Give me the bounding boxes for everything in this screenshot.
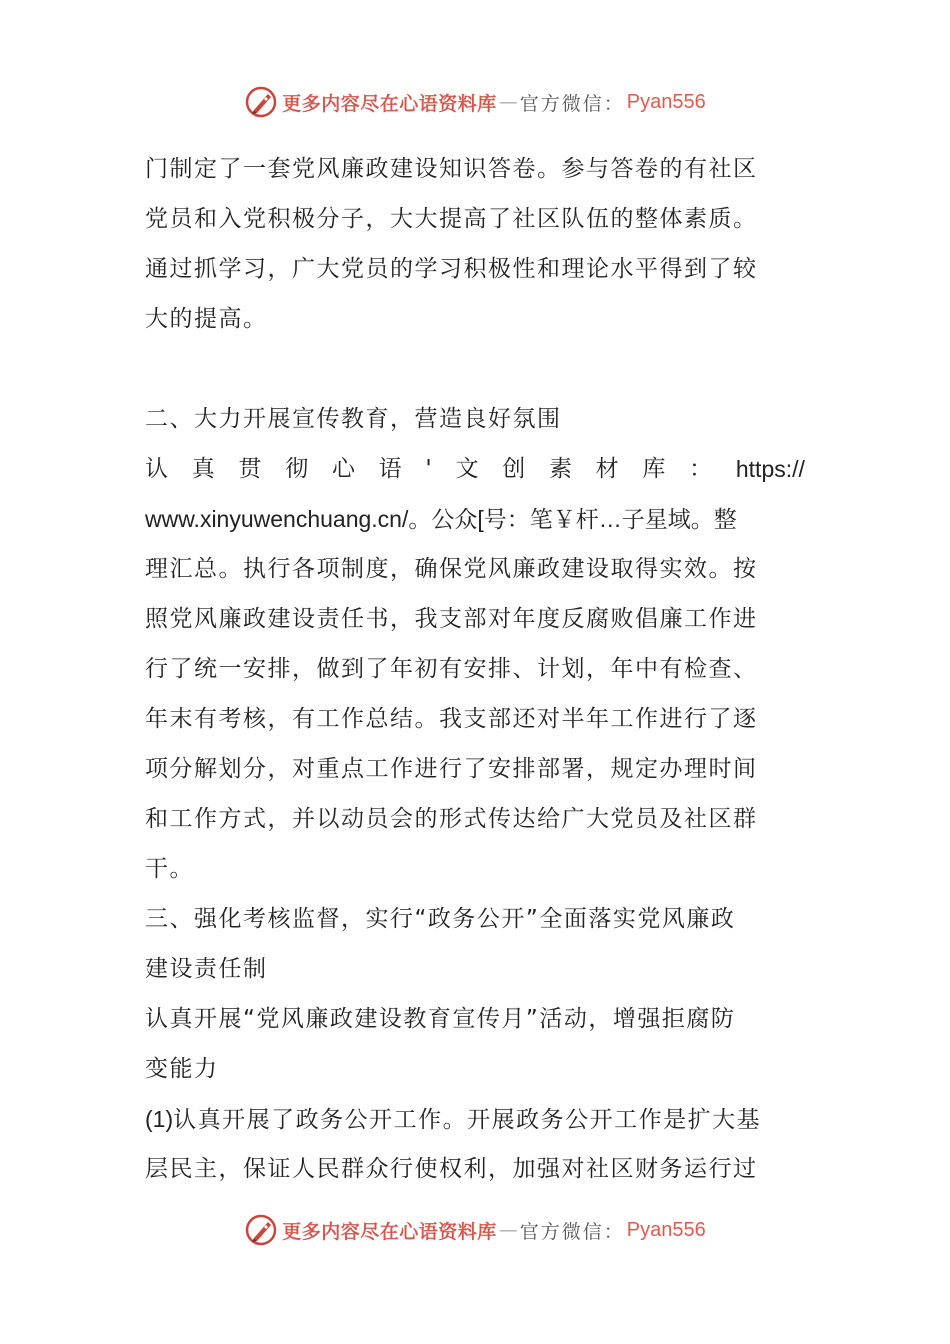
p2-line-3: 行了统一安排，做到了年初有安排、计划，年中有检查、: [145, 656, 758, 682]
p1-line-4: 大的提高。: [145, 306, 268, 332]
footer-account: Pyan556: [626, 1218, 706, 1241]
source-line-char: 认: [145, 456, 170, 482]
source-line-char: 材: [595, 456, 621, 482]
pen-logo-icon: [244, 85, 278, 119]
header-slogan: 更多内容尽在心语资料库: [282, 92, 497, 115]
source-line-char: ': [425, 456, 434, 482]
header-account: Pyan556: [626, 90, 706, 113]
source-line-char: 真: [191, 456, 217, 482]
p4-prefix: (1): [145, 1106, 174, 1132]
p3-line-1: 认真开展“党风廉政建设教育宣传月”活动，增强拒腐防: [145, 1006, 736, 1032]
footer-banner: [0, 1210, 950, 1250]
p4-line-2: 层民主，保证人民群众行使权利，加强对社区财务运行过: [145, 1156, 758, 1182]
source-line-url: https://: [735, 456, 805, 482]
p2-line-5: 项分解划分，对重点工作进行了安排部署，规定办理时间: [145, 756, 758, 782]
section-heading-3-line-2: 建设责任制: [145, 956, 268, 982]
source-line-char: 贯: [238, 456, 263, 482]
header-official-label: 官方微信：: [519, 92, 625, 115]
source-line-char: 库: [642, 456, 667, 482]
source-line-char: ：: [689, 456, 714, 482]
section-heading-3-line-1: 三、强化考核监督，实行“政务公开”全面落实党风廉政: [145, 906, 736, 932]
source-line-char: 心: [331, 456, 357, 482]
source-line: [145, 444, 805, 494]
source-line-char: 彻: [285, 456, 310, 482]
p1-line-2: 党员和入党积极分子，大大提高了社区队伍的整体素质。: [145, 206, 758, 232]
document-body: [145, 144, 805, 1194]
url-text: www.xinyuwenchuang.cn/。公众[号：笔￥杆…子星域。整: [145, 506, 737, 532]
p1-line-3: 通过抓学习，广大党员的学习积极性和理论水平得到了较: [145, 256, 758, 282]
source-line-char: 创: [502, 456, 527, 482]
p3-line-2: 变能力: [145, 1056, 219, 1082]
p2-line-7: 干。: [145, 856, 194, 882]
p1-line-1: 门制定了一套党风廉政建设知识答卷。参与答卷的有社区: [145, 156, 758, 182]
header-dash: —: [498, 91, 518, 113]
p4-line-1-text: 认真开展了政务公开工作。开展政务公开工作是扩大基: [173, 1107, 762, 1133]
paragraph-gap: [145, 344, 805, 394]
footer-official-label: 官方微信：: [519, 1220, 625, 1243]
section-heading-2: 二、大力开展宣传教育，营造良好氛围: [145, 406, 562, 432]
pen-logo-icon: [244, 1213, 278, 1247]
header-banner: [0, 82, 950, 122]
p4-line-1: [145, 1094, 805, 1144]
footer-slogan: 更多内容尽在心语资料库: [282, 1220, 497, 1243]
source-line-char: 文: [455, 456, 480, 482]
p2-line-1: 理汇总。执行各项制度，确保党风廉政建设取得实效。按: [145, 556, 758, 582]
p2-line-2: 照党风廉政建设责任书，我支部对年度反腐败倡廉工作进: [145, 606, 758, 632]
footer-dash: —: [498, 1219, 518, 1241]
p2-line-4: 年末有考核，有工作总结。我支部还对半年工作进行了逐: [145, 706, 758, 732]
source-line-char: 素: [548, 456, 574, 482]
source-line-char: 语: [378, 456, 404, 482]
p2-line-6: 和工作方式，并以动员会的形式传达给广大党员及社区群: [145, 806, 758, 832]
url-line: [145, 494, 805, 544]
